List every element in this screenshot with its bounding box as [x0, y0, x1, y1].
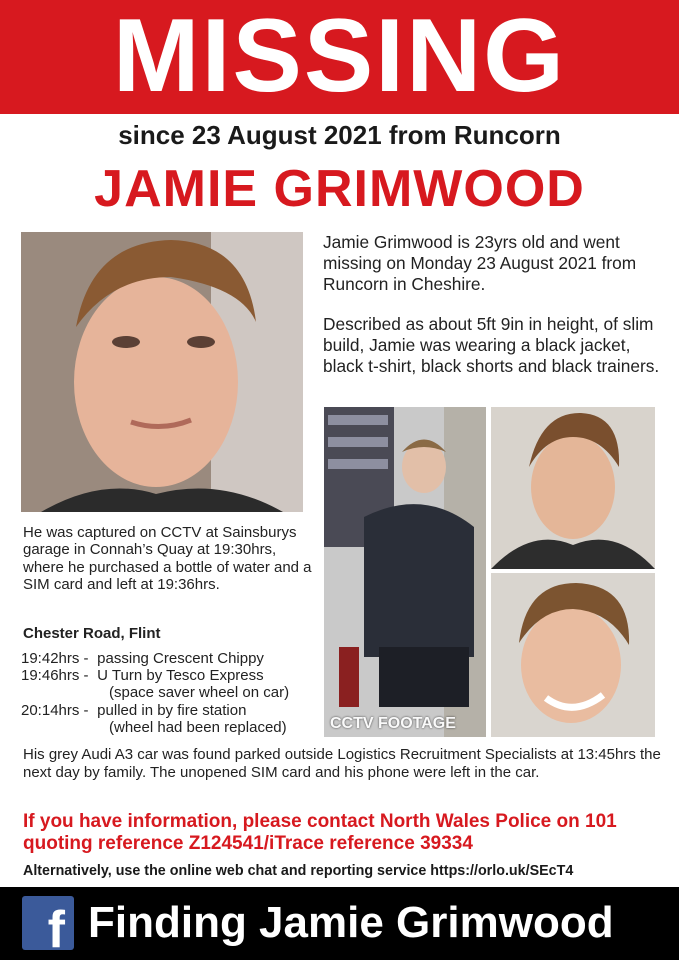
photo-bottom-right [491, 573, 655, 737]
timeline-time: 19:42hrs - [21, 650, 89, 667]
timeline-time: 19:46hrs - [21, 667, 89, 684]
facebook-page-name: Finding Jamie Grimwood [88, 898, 614, 947]
description-paragraph: Described as about 5ft 9in in height, of slim build, Jamie was wearing a black jacket, black t-shirt, black shorts and black trainers. [323, 314, 660, 376]
description [323, 232, 668, 397]
missing-banner [0, 0, 679, 114]
timeline-event: passing Crescent Chippy [97, 650, 264, 667]
photo-top-right [491, 407, 655, 569]
cctv-photo [324, 407, 486, 737]
timeline-entry [21, 650, 321, 667]
cctv-sighting-text: He was captured on CCTV at Sainsburys garage in Connah’s Quay at 19:30hrs, where he purchased a bottle of water and a SIM card and left at 19:36hrs. [23, 524, 312, 594]
description-paragraph: Jamie Grimwood is 23yrs old and went missing on Monday 23 August 2021 from Runcorn in Cheshire. [323, 232, 637, 294]
car-found-text: His grey Audi A3 car was found parked outside Logistics Recruitment Specialists at 13:45hrs the next day by family. The unopened SIM card and his phone were left in the car. [23, 746, 661, 781]
cctv-footage-label: CCTV FOOTAGE [330, 715, 456, 732]
portrait-photo [21, 232, 303, 512]
timeline-entry [21, 702, 321, 736]
location-heading: Chester Road, Flint [23, 625, 161, 642]
facebook-glyph: f [47, 901, 65, 959]
contact-appeal: If you have information, please contact North Wales Police on 101 quoting reference Z124541/iTrace reference 39334 [23, 811, 617, 854]
timeline-note: (wheel had been replaced) [109, 719, 287, 736]
missing-since-subtitle: since 23 August 2021 from Runcorn [118, 120, 561, 150]
timeline-note: (space saver wheel on car) [109, 684, 290, 701]
alternative-reporting-text: Alternatively, use the online web chat and reporting service https://orlo.uk/SEcT4 [23, 863, 574, 879]
timeline-entry [21, 667, 321, 701]
person-name: JAMIE GRIMWOOD [94, 160, 585, 218]
missing-title: MISSING [112, 0, 567, 114]
timeline-event: U Turn by Tesco Express [97, 667, 264, 684]
timeline-event: pulled in by fire station [97, 702, 247, 719]
facebook-icon [22, 896, 74, 959]
timeline-time: 20:14hrs - [21, 702, 89, 719]
